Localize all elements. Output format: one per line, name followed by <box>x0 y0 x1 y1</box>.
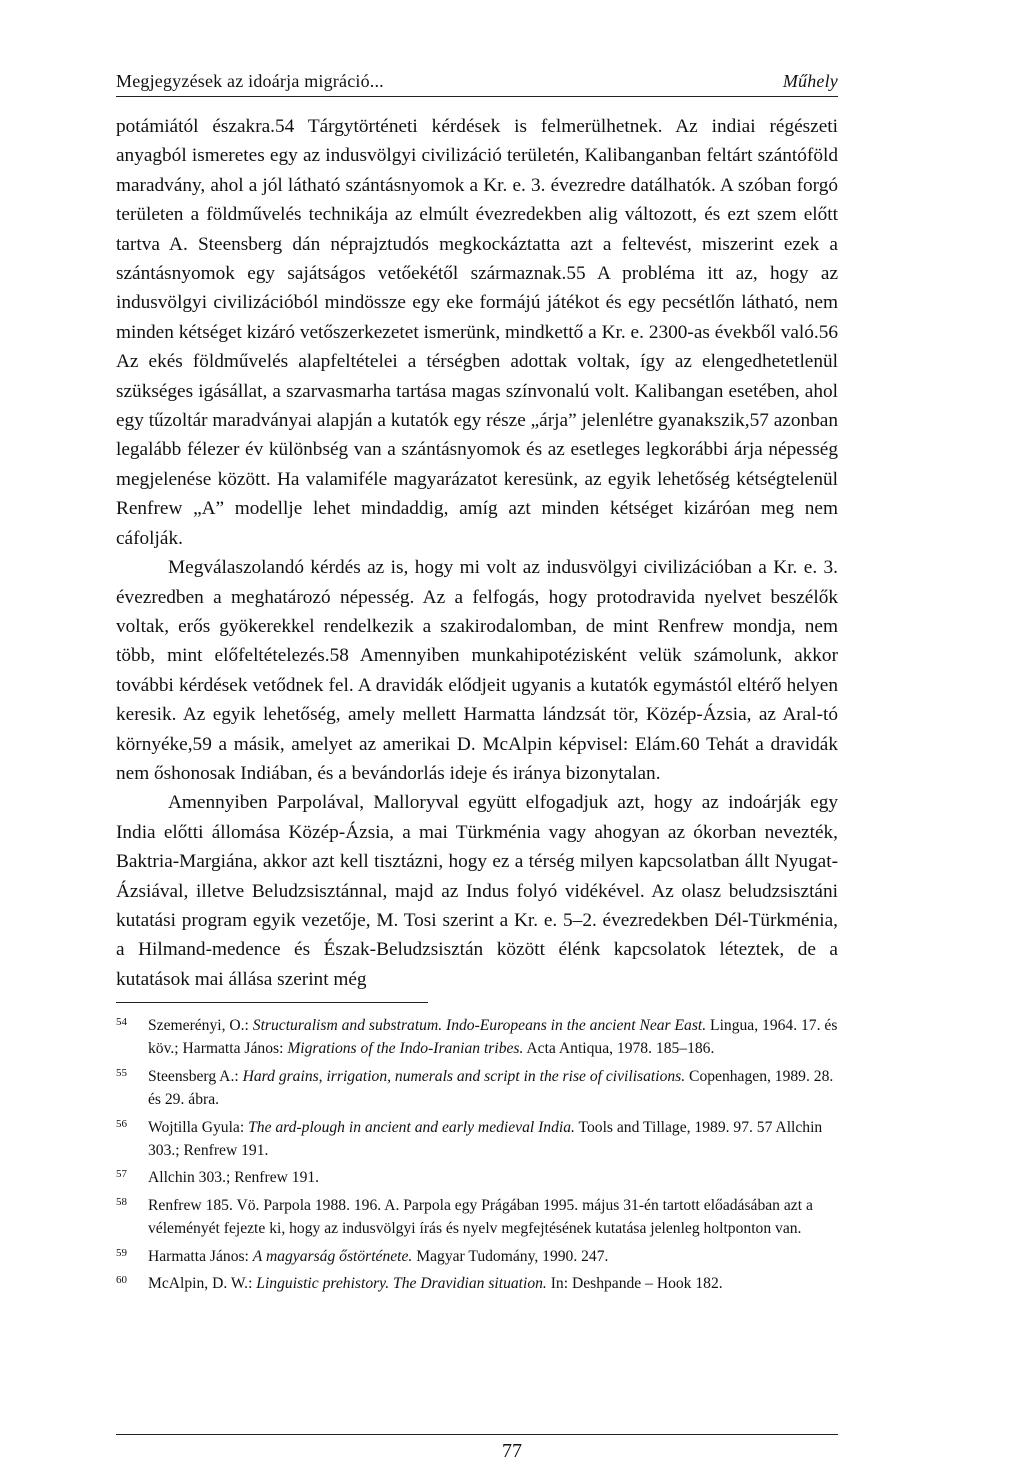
footnote: 60 McAlpin, D. W.: Linguistic prehistory. The Dravidian situation. In: Deshpande – Hook 182. <box>116 1272 838 1295</box>
footnote-number: 54 <box>116 1016 127 1028</box>
footnote: 54 Szemerényi, O.: Structuralism and substratum. Indo-Europeans in the ancient Near East. Lingua, 1964. 17. és köv.; Harmatta János: Migrations of the Indo-Iranian tribes. Acta Antiqua, 1978. 185–186. <box>116 1014 838 1061</box>
footnote-number: 60 <box>116 1274 127 1287</box>
page-number: 77 <box>502 1440 522 1462</box>
footnote: 55 Steensberg A.: Hard grains, irrigation, numerals and script in the rise of civilisations. Copenhagen, 1989. 28. és 29. ábra. <box>116 1065 838 1112</box>
running-title: Megjegyzések az idoárja migráció... <box>116 71 384 91</box>
paragraph: Megválaszolandó kérdés az is, hogy mi volt az indusvölgyi civilizációban a Kr. e. 3. évezredben a meghatározó népesség. Az a felfogás, hogy protodravida nyelvet beszélők voltak, erős gyökerekkel rendelkezik a szakirodalomban, de mint Renfrew mondja, nem több, mint előfeltételezés.58 Amennyiben munkahipotézisként velük számolunk, akkor további kérdések vetődnek fel. A dravidák elődjeit ugyanis a kutatók egymástól eltérő helyen keresik. Az egyik lehetőség, amely mellett Harmatta lándzsát tör, Közép-Ázsia, az Aral-tó környéke,59 a másik, amelyet az amerikai D. McAlpin képvisel: Elám.60 Tehát a dravidák nem őshonosak Indiában, és a bevándorlás ideje és iránya bizonytalan. <box>116 557 838 784</box>
footnote-number: 57 <box>116 1168 127 1181</box>
paragraph: potámiától északra.54 Tárgytörténeti kérdések is felmerülhetnek. Az indiai régészeti anyagból ismeretes egy az indusvölgyi civilizáció területén, Kalibanganban feltárt szántóföld maradvány, ahol a jól látható szántásnyomok a Kr. e. 3. évezredre datálhatók. A szóban forgó területen a földművelés technikája az elmúlt évezredekben alig változott, és ezt szem előtt tartva A. Steensberg dán néprajztudós megkockáztatta azt a feltevést, miszerint ezek a szántásnyomok egy sajátságos vetőekétől származnak.55 A probléma itt az, hogy az indusvölgyi civilizációból mindössze egy eke formájú játékot és egy pecsétlőn látható, nem minden kétséget kizáró vetőszerkezetet ismerünk, mindkettő a Kr. e. 2300-as évekből való.56 Az ekés földművelés alapfeltételei a térségben adottak voltak, így az elengedhetetlenül szükséges igásállat, a szarvasmarha tartása magas színvonalú volt. Kalibangan esetében, ahol egy tűzoltár maradványai alapján a kutatók egy része „árja” jelenlétre gyanakszik,57 azonban legalább félezer év különbség van a szántásnyomok és az esetleges legkorábbi árja népesség megjelenése között. Ha valamiféle magyarázatot keresünk, az egyik lehetőség kétségtelenül Renfrew „A” modellje lehet mindaddig, amíg azt minden kétséget kizáróan meg nem cáfolják. <box>116 116 838 549</box>
footnote-number: 59 <box>116 1246 127 1259</box>
section-label: Műhely <box>782 71 838 91</box>
footnote: 58 Renfrew 185. Vö. Parpola 1988. 196. A. Parpola egy Prágában 1995. május 31-én tartott előadásában azt a véleményét fejezte ki, hogy az indusvölgyi írás és nyelv megfejtésének kutatása jelenleg holtponton van. <box>116 1194 838 1241</box>
footnote-number: 56 <box>116 1117 127 1130</box>
main-text <box>116 112 838 994</box>
footnote-separator <box>116 1002 428 1003</box>
page-number-rule <box>116 1434 838 1435</box>
running-header <box>116 68 838 97</box>
paragraph: Amennyiben Parpolával, Malloryval együtt elfogadjuk azt, hogy az indoárják egy India előtti állomása Közép-Ázsia, a mai Türkménia vagy ahogyan az ókorban nevezték, Baktria-Margiána, akkor azt kell tisztázni, hogy ez a térség milyen kapcsolatban állt Nyugat-Ázsiával, illetve Beludzsisztánnal, majd az Indus folyó vidékével. Az olasz beludzsisztáni kutatási program egyik vezetője, M. Tosi szerint a Kr. e. 5–2. évezredekben Dél-Türkménia, a Hilmand-medence és Észak-Beludzsisztán között élénk kapcsolatok léteztek, de a kutatások mai állása szerint még <box>116 792 838 990</box>
footnotes <box>116 1014 838 1299</box>
footnote-number: 58 <box>116 1195 127 1208</box>
footnote: 59 Harmatta János: A magyarság őstörténete. Magyar Tudomány, 1990. 247. <box>116 1245 838 1268</box>
footnote-number: 55 <box>116 1066 127 1079</box>
footnote: 57 Allchin 303.; Renfrew 191. <box>116 1166 838 1189</box>
footnote: 56 Wojtilla Gyula: The ard-plough in ancient and early medieval India. Tools and Tillage, 1989. 97. 57 Allchin 303.; Renfrew 191. <box>116 1116 838 1163</box>
